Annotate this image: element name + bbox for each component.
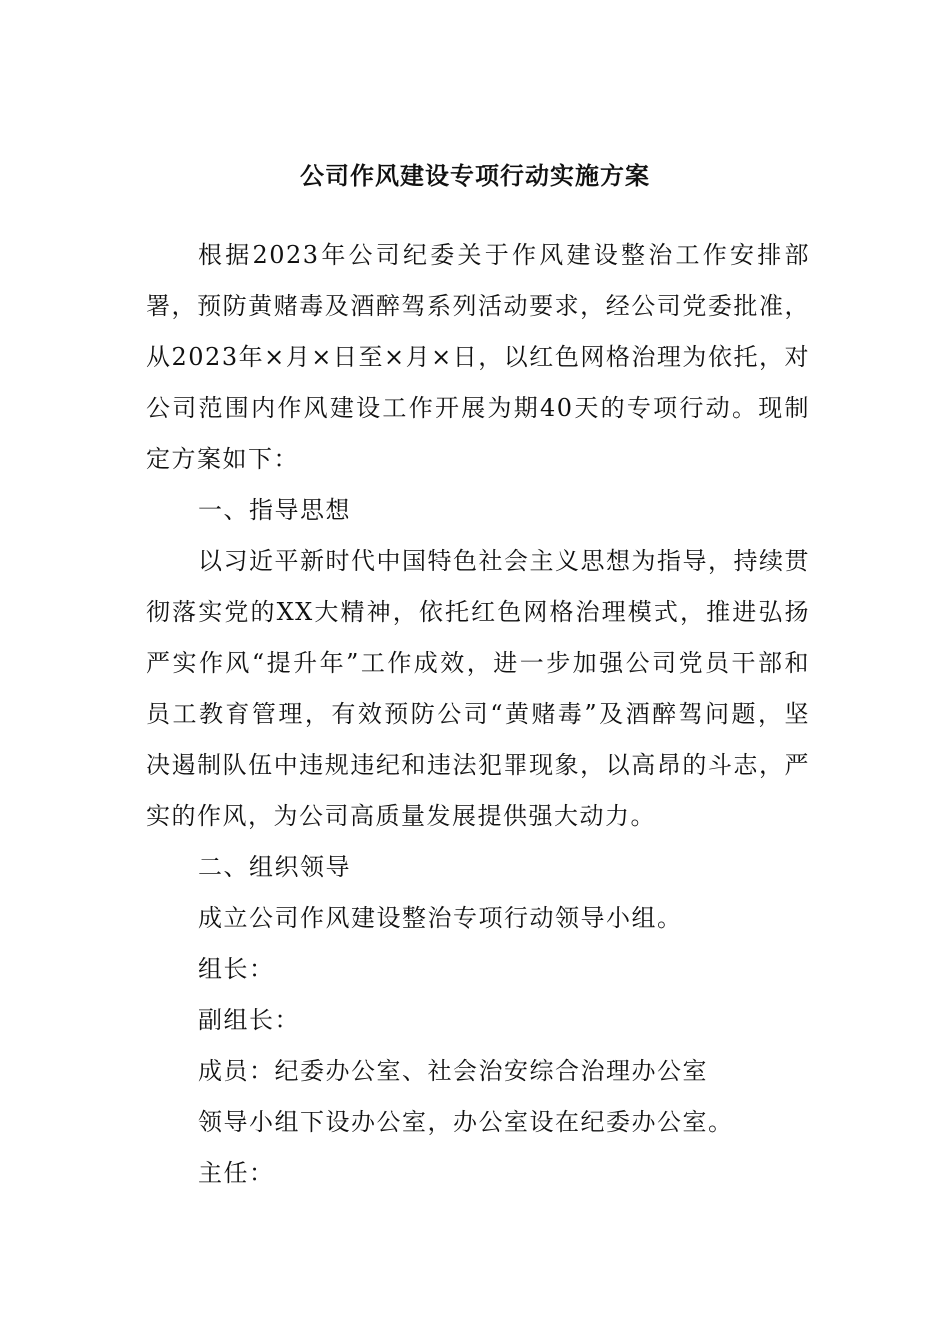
office-line: 领导小组下设办公室，办公室设在纪委办公室。 [198, 1108, 734, 1136]
document-body [146, 230, 810, 1199]
leader-line: 组长： [198, 955, 275, 983]
section-heading-organization: 二、组织领导 [198, 853, 351, 881]
guiding-ideology-paragraph: 以习近平新时代中国特色社会主义思想为指导，持续贯彻落实党的XX大精神，依托红色网格治理模式，推进弘扬严实作风“提升年”工作成效，进一步加强公司党员干部和员工教育管理，有效预防公司“黄赌毒”及酒醉驾问题，坚决遏制队伍中违规违纪和违法犯罪现象，以高昂的斗志，严实的作风，为公司高质量发展提供强大动力。 [146, 547, 810, 830]
intro-paragraph: 根据2023年公司纪委关于作风建设整治工作安排部署，预防黄赌毒及酒醉驾系列活动要求，经公司党委批准，从2023年×月×日至×月×日，以红色网格治理为依托，对公司范围内作风建设工作开展为期40天的专项行动。现制定方案如下： [146, 241, 810, 473]
section-heading-guiding-ideology: 一、指导思想 [198, 496, 351, 524]
director-line: 主任： [198, 1159, 275, 1187]
organization-paragraph: 成立公司作风建设整治专项行动领导小组。 [198, 904, 683, 932]
deputy-leader-line: 副组长： [198, 1006, 300, 1034]
document-title: 公司作风建设专项行动实施方案 [300, 162, 650, 190]
members-line: 成员：纪委办公室、社会治安综合治理办公室 [198, 1057, 708, 1085]
